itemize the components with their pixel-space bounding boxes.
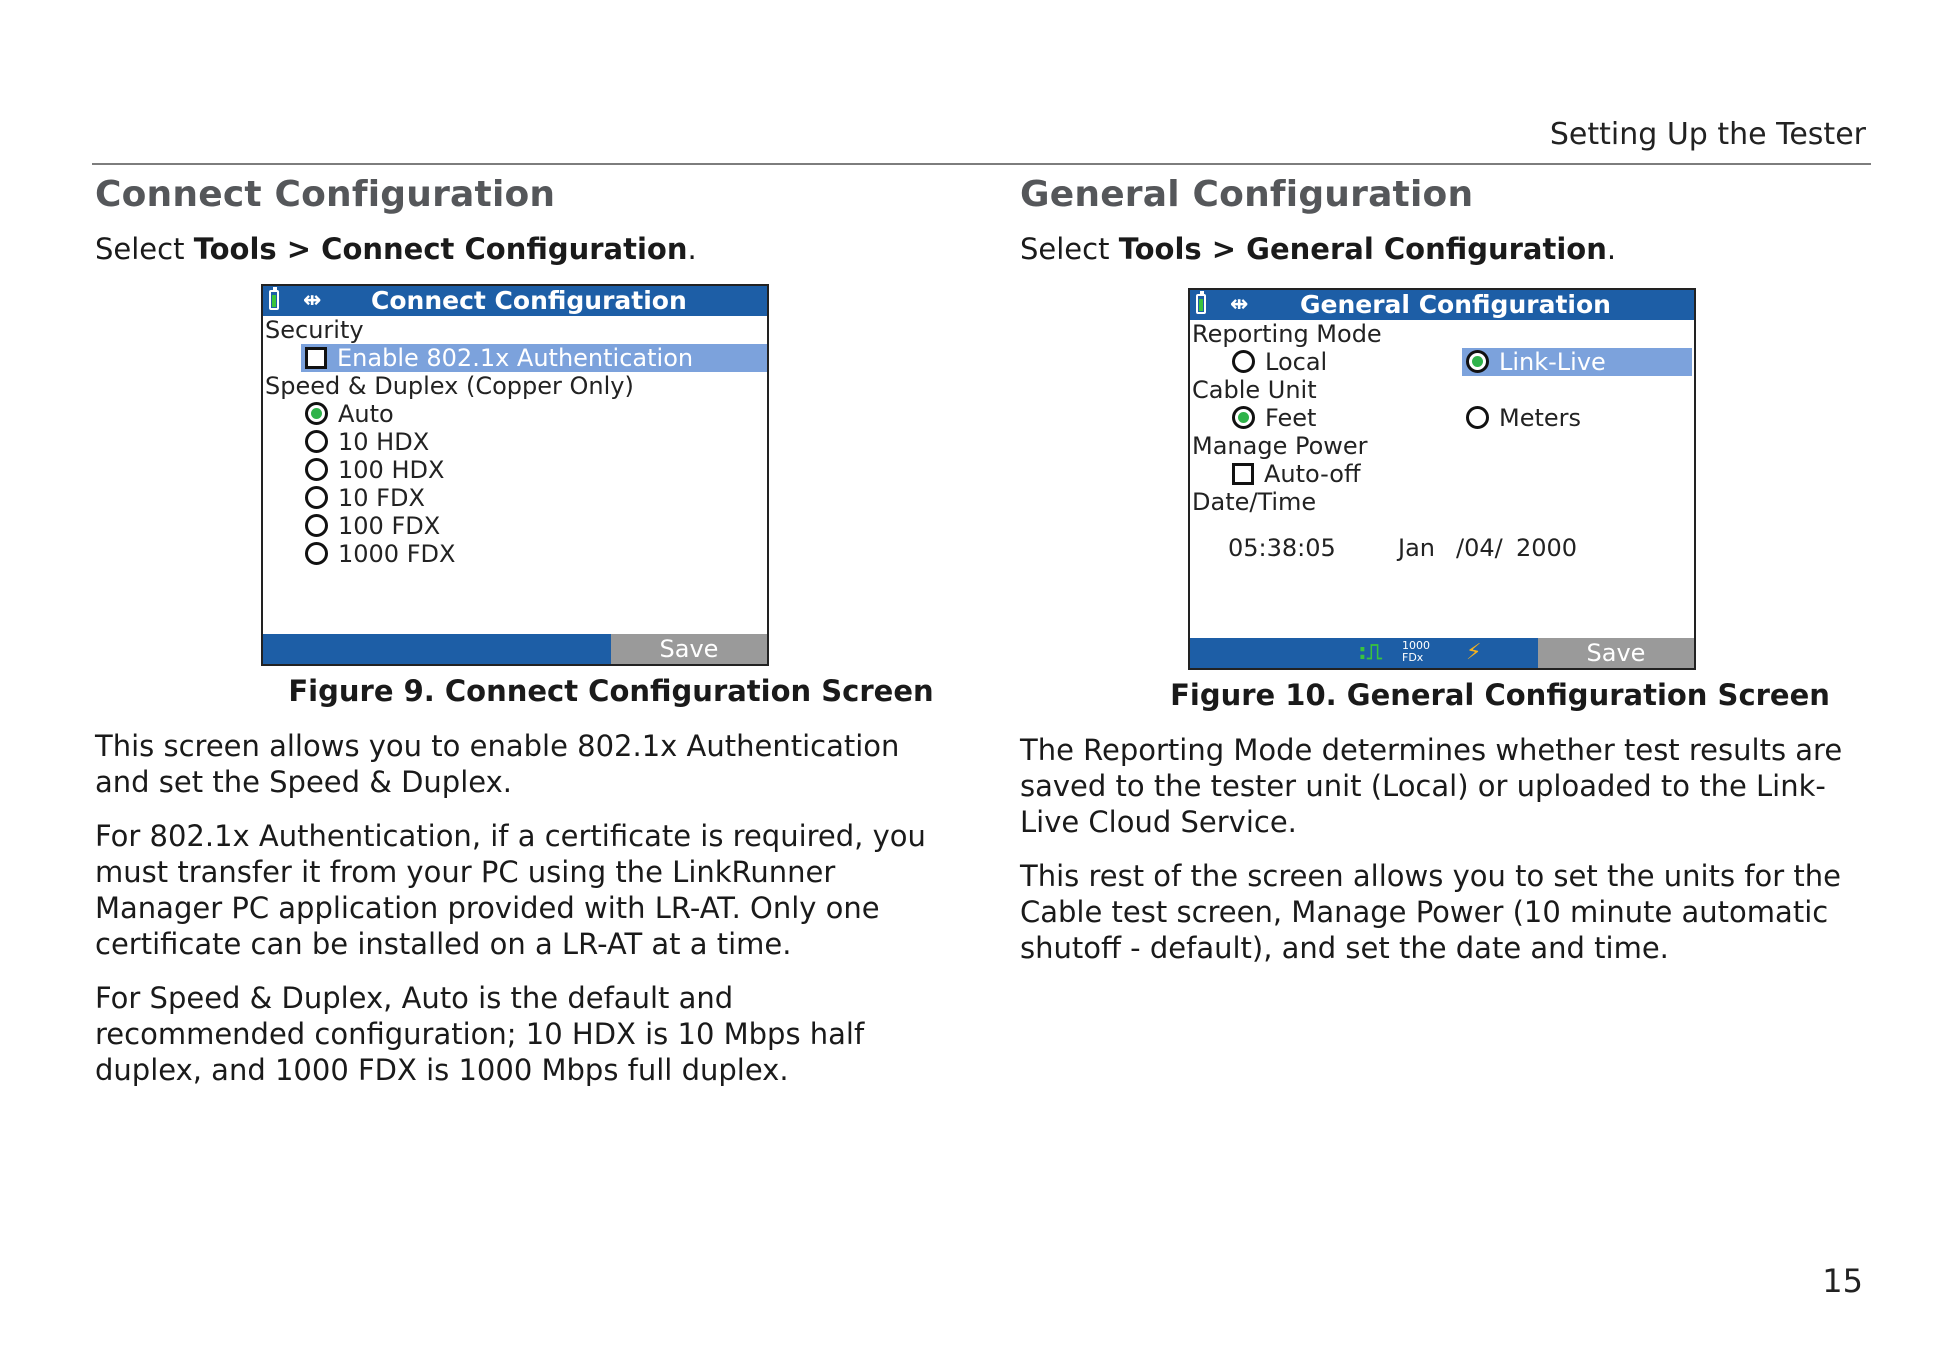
radio-selected-icon[interactable]: [1466, 350, 1489, 373]
instruction: [1020, 230, 1870, 268]
speed-option-label: 100 FDX: [338, 512, 441, 540]
page-number: 15: [1822, 1262, 1863, 1300]
option-label: Local: [1265, 348, 1328, 376]
option-label: Feet: [1265, 404, 1317, 432]
paragraph: The Reporting Mode determines whether test results are saved to the tester unit (Local) or uploaded to the Link-Live Cloud Service.: [1020, 733, 1843, 839]
general-config-screen: [1188, 288, 1696, 670]
instruction-menu: Tools: [1118, 232, 1202, 266]
year-field[interactable]: 2000: [1516, 534, 1578, 562]
auth-checkbox-row[interactable]: [301, 344, 767, 372]
speed-option-label: 10 HDX: [338, 428, 430, 456]
option-label: Link-Live: [1499, 348, 1606, 376]
instruction-menu: Tools: [193, 232, 277, 266]
speed-option-label: 1000 FDX: [338, 540, 456, 568]
speed-option-label: 100 HDX: [338, 456, 445, 484]
security-label: Security: [265, 316, 364, 344]
date-time-label: Date/Time: [1192, 488, 1317, 516]
speed-option-1000fdx[interactable]: [305, 540, 455, 568]
radio-icon[interactable]: [305, 458, 328, 481]
reporting-local-option[interactable]: [1232, 348, 1327, 376]
option-label: Meters: [1499, 404, 1582, 432]
cable-unit-label: Cable Unit: [1192, 376, 1317, 404]
speed-option-10hdx[interactable]: [305, 428, 429, 456]
time-field[interactable]: 05:38:05: [1228, 534, 1336, 562]
radio-icon[interactable]: [305, 514, 328, 537]
screen-title: General Configuration: [1300, 290, 1611, 319]
radio-icon[interactable]: [1466, 406, 1489, 429]
instruction-sep: >: [276, 232, 322, 266]
usb-icon: ⇹: [1230, 292, 1249, 317]
link-pulse-icon: :⎍: [1358, 640, 1383, 665]
instruction-item: Connect Configuration: [321, 232, 688, 266]
section-heading: General Configuration: [1020, 174, 1474, 215]
reporting-linklive-option[interactable]: [1462, 348, 1692, 376]
checkbox-icon[interactable]: [305, 347, 327, 369]
instruction-prefix: Select: [95, 232, 194, 266]
screen-title-bar: [263, 286, 767, 316]
day-field[interactable]: /04/: [1456, 534, 1503, 562]
connect-configuration-section: [95, 172, 945, 1088]
radio-icon[interactable]: [305, 542, 328, 565]
speed-option-label: 10 FDX: [338, 484, 425, 512]
checkbox-icon[interactable]: [1232, 463, 1254, 485]
save-button[interactable]: Save: [1538, 638, 1694, 668]
instruction-sep: >: [1201, 232, 1247, 266]
link-speed-indicator: [1402, 640, 1430, 664]
paragraph: For 802.1x Authentication, if a certificate is required, you must transfer it from your PC using the LinkRunner Manager PC application provided with LR-AT. Only one certificate can be installed on a LR-AT at a time.: [95, 819, 926, 961]
figure-caption: Figure 9. Connect Configuration Screen: [288, 674, 934, 708]
paragraph: This screen allows you to enable 802.1x Authentication and set the Speed & Duplex.: [95, 729, 900, 799]
running-head: Setting Up the Tester: [1549, 117, 1866, 152]
screen-body: [263, 316, 767, 634]
instruction-item: General Configuration: [1246, 232, 1607, 266]
radio-selected-icon[interactable]: [1232, 406, 1255, 429]
paragraph: For Speed & Duplex, Auto is the default and recommended configuration; 10 HDX is 10 Mbps half duplex, and 1000 FDX is 1000 Mbps full duplex.: [95, 981, 865, 1087]
general-configuration-section: [1020, 172, 1870, 966]
battery-icon: [1196, 294, 1206, 314]
cable-meters-option[interactable]: [1466, 404, 1581, 432]
power-bolt-icon: ⚡: [1466, 640, 1482, 665]
screen-footer-bar: [1190, 638, 1694, 668]
speed-option-10fdx[interactable]: [305, 484, 425, 512]
connect-config-screen: [261, 284, 769, 666]
screen-title: Connect Configuration: [371, 286, 687, 315]
instruction-prefix: Select: [1020, 232, 1119, 266]
paragraph: This rest of the screen allows you to set the units for the Cable test screen, Manage Power (10 minute automatic shutoff - default), and set the date and time.: [1020, 859, 1841, 965]
month-field[interactable]: Jan: [1398, 534, 1435, 562]
figure-caption: Figure 10. General Configuration Screen: [1170, 678, 1830, 712]
auto-off-checkbox-row[interactable]: [1232, 460, 1361, 488]
save-button[interactable]: Save: [611, 634, 767, 664]
manage-power-label: Manage Power: [1192, 432, 1368, 460]
instruction-suffix: .: [687, 232, 697, 266]
radio-icon[interactable]: [1232, 350, 1255, 373]
option-label: Auto-off: [1264, 460, 1361, 488]
link-duplex-value: FDx: [1402, 651, 1424, 664]
section-heading: Connect Configuration: [95, 174, 556, 215]
instruction-suffix: .: [1606, 232, 1617, 266]
speed-duplex-label: Speed & Duplex (Copper Only): [265, 372, 634, 400]
screen-title-bar: [1190, 290, 1694, 320]
speed-option-100fdx[interactable]: [305, 512, 440, 540]
header-rule: [92, 163, 1871, 165]
battery-icon: [269, 290, 279, 310]
radio-icon[interactable]: [305, 486, 328, 509]
auth-option-label: Enable 802.1x Authentication: [337, 344, 694, 372]
reporting-mode-label: Reporting Mode: [1192, 320, 1382, 348]
link-speed-value: 1000: [1402, 639, 1430, 652]
speed-option-auto[interactable]: [305, 400, 394, 428]
screen-body: [1190, 320, 1694, 638]
speed-option-label: Auto: [338, 400, 394, 428]
radio-selected-icon[interactable]: [305, 402, 328, 425]
radio-icon[interactable]: [305, 430, 328, 453]
cable-feet-option[interactable]: [1232, 404, 1316, 432]
screen-footer-bar: [263, 634, 767, 664]
usb-icon: ⇹: [303, 288, 322, 313]
speed-option-100hdx[interactable]: [305, 456, 444, 484]
instruction: [95, 230, 945, 268]
